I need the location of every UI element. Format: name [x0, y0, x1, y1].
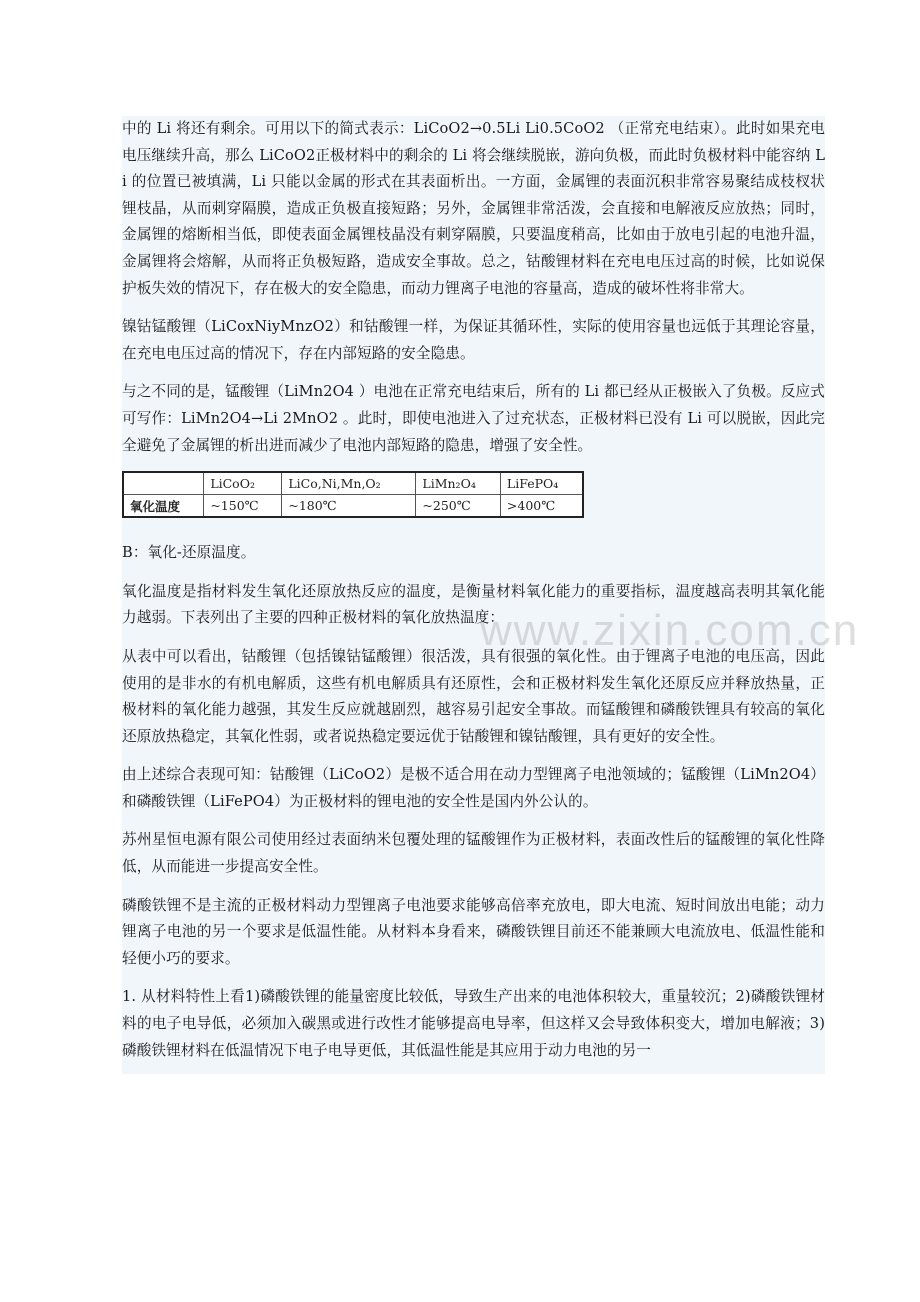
table-header-row	[123, 472, 583, 495]
paragraph-2: 镍钴锰酸锂（LiCoxNiyMnzO2）和钴酸锂一样，为保证其循环性，实际的使用容量也远低于其理论容量，在充电电压过高的情况下，存在内部短路的安全隐患。	[122, 318, 825, 362]
table-row	[123, 495, 583, 518]
watermark-text: www.zixin.com.cn	[480, 606, 860, 655]
table-header-cell: LiCo,Ni,Mn,O₂	[282, 472, 416, 495]
paragraph-5: 从表中可以看出，钴酸锂（包括镍钴锰酸锂）很活泼，具有很强的氧化性。由于锂离子电池的电压高，因此使用的是非水的有机电解质，这些有机电解质具有还原性，会和正极材料发生氧化还原反应并释放热量，正极材料的氧化能力越强，其发生反应就越剧烈，越容易引起安全事故。而锰酸锂和磷酸铁锂具有较高的氧化还原放热稳定，其氧化性弱，或者说热稳定要远优于钴酸锂和镍钴酸锂，具有更好的安全性。	[122, 647, 825, 745]
paragraph-1: 中的 Li 将还有剩余。可用以下的简式表示：LiCoO2→0.5Li Li0.5CoO2 （正常充电结束）。此时如果充电电压继续升高，那么 LiCoO2正极材料中的剩余的 Li 将会继续脱嵌，游向负极，而此时负极材料中能容纳 Li 的位置已被填满，Li 只能以金属的形式在其表面析出。一方面，金属锂的表面沉积非常容易聚结成枝杈状锂枝晶，从而刺穿隔膜，造成正负极直接短路；另外，金属锂非常活泼，会直接和电解液反应放热；同时，金属锂的熔断相当低，即使表面金属锂枝晶没有刺穿隔膜，只要温度稍高，比如由于放电引起的电池升温，金属锂将会熔解，从而将正负极短路，造成安全事故。总之，钴酸锂材料在充电电压过高的时候，比如说保护板失效的情况下，存在极大的安全隐患，而动力锂离子电池的容量高，造成的破坏性将非常大。	[122, 120, 825, 297]
table-cell: >400℃	[500, 495, 583, 518]
table-cell: ~250℃	[416, 495, 501, 518]
table-header-cell: LiFePO₄	[500, 472, 583, 495]
paragraph-7: 苏州星恒电源有限公司使用经过表面纳米包覆处理的锰酸锂作为正极材料，表面改性后的锰酸锂的氧化性降低，从而能进一步提高安全性。	[122, 831, 825, 876]
table-cell: ~180℃	[282, 495, 416, 518]
paragraph-4: 氧化温度是指材料发生氧化还原放热反应的温度，是衡量材料氧化能力的重要指标，温度越高表明其氧化能力越弱。下表列出了主要的四种正极材料的氧化放热温度：	[122, 582, 825, 627]
section-heading-b: B：氧化-还原温度。	[122, 544, 256, 562]
paragraph-3: 与之不同的是，锰酸锂（LiMn2O4 ）电池在正常充电结束后，所有的 Li 都已经从正极嵌入了负极。反应式可写作：LiMn2O4→Li 2MnO2 。此时，即使电池进入了过充状态，正极材料已没有 Li 可以脱嵌，因此完全避免了金属锂的析出进而减少了电池内部短路的隐患，增强了安全性。	[122, 383, 825, 454]
table-cell: ~150℃	[204, 495, 282, 518]
oxidation-temperature-table-figure	[122, 471, 584, 518]
paragraph-6: 由上述综合表现可知：钴酸锂（LiCoO2）是极不适合用在动力型锂离子电池领域的；锰酸锂（LiMn2O4）和磷酸铁锂（LiFePO4）为正极材料的锂电池的安全性是国内外公认的。	[122, 766, 825, 810]
table-header-cell: LiCoO₂	[204, 472, 282, 495]
paragraph-9: 1. 从材料特性上看1)磷酸铁锂的能量密度比较低，导致生产出来的电池体积较大，重量较沉；2)磷酸铁锂材料的电子电导低，必须加入碳黑或进行改性才能够提高电导率，但这样又会导致体积变大，增加电解液；3)磷酸铁锂材料在低温情况下电子电导更低，其低温性能是其应用于动力电池的另一	[122, 988, 825, 1059]
paragraph-8: 磷酸铁锂不是主流的正极材料动力型锂离子电池要求能够高倍率充放电，即大电流、短时间放出电能；动力锂离子电池的另一个要求是低温性能。从材料本身看来，磷酸铁锂目前还不能兼顾大电流放电、低温性能和轻便小巧的要求。	[122, 896, 825, 967]
table-header-cell	[123, 472, 204, 495]
table-header-cell: LiMn₂O₄	[416, 472, 501, 495]
oxidation-temperature-table	[122, 471, 584, 518]
document-body	[122, 116, 825, 1074]
table-row-label: 氧化温度	[123, 495, 204, 518]
